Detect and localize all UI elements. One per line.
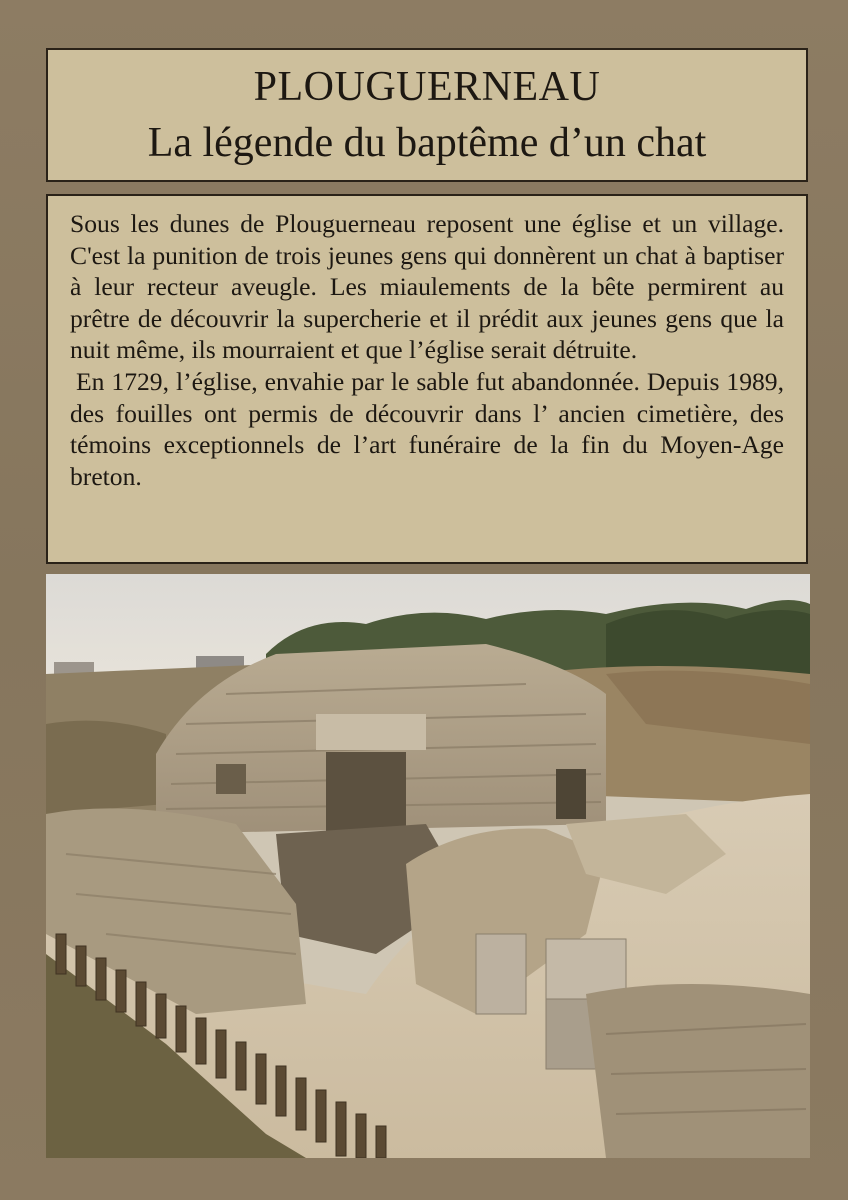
- legend-text-panel: [46, 194, 808, 564]
- page-title: PLOUGUERNEAU: [253, 64, 601, 110]
- title-panel: [46, 48, 808, 182]
- legend-paragraph-1: Sous les dunes de Plouguerneau reposent une église et un village. C'est la punition de trois jeunes gens qui donnèrent un chat à baptiser à leur recteur aveugle. Les miaulements de la bête permirent au prêtre de découvrir la supercherie et il prédit aux jeunes gens que la nuit même, ils mourraient et que l’église serait détruite.: [70, 209, 784, 365]
- legend-paragraph-2: En 1729, l’église, envahie par le sable fut abandonnée. Depuis 1989, des fouilles ont permis de découvrir dans l’ ancien cimetière, des témoins exceptionnels de l’art funéraire de la fin du Moyen-Age breton.: [70, 366, 784, 491]
- ruins-illustration: [46, 574, 810, 1158]
- ruins-photo: [46, 574, 810, 1158]
- page-subtitle: La légende du baptême d’un chat: [147, 120, 707, 166]
